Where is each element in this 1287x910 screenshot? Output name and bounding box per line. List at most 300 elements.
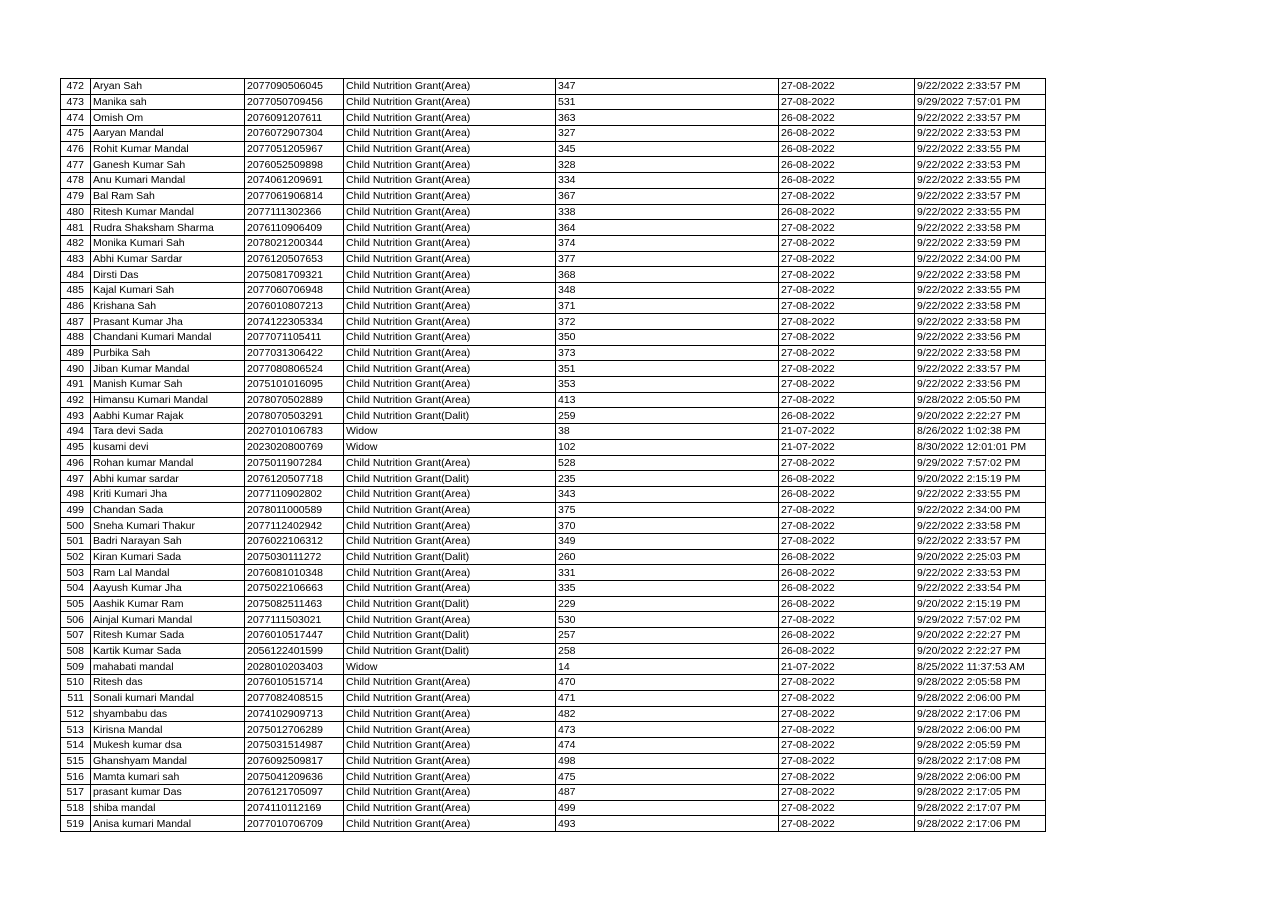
timestamp-cell: 9/22/2022 2:33:53 PM [915,126,1046,142]
timestamp-cell: 9/20/2022 2:22:27 PM [915,408,1046,424]
timestamp-cell: 9/28/2022 2:06:00 PM [915,690,1046,706]
date-cell: 21-07-2022 [779,659,915,675]
table-row [61,784,1046,800]
amount-cell: 471 [556,690,779,706]
id-number-cell: 2076010515714 [245,675,344,691]
beneficiary-name-cell: Ritesh Kumar Mandal [91,204,245,220]
table-row [61,282,1046,298]
beneficiary-name-cell: Aashik Kumar Ram [91,596,245,612]
serial-number-cell: 473 [61,94,91,110]
amount-cell: 38 [556,424,779,440]
table-row [61,722,1046,738]
amount-cell: 331 [556,565,779,581]
timestamp-cell: 9/20/2022 2:25:03 PM [915,549,1046,565]
beneficiary-name-cell: Kartik Kumar Sada [91,643,245,659]
date-cell: 26-08-2022 [779,643,915,659]
amount-cell: 530 [556,612,779,628]
grant-type-cell: Child Nutrition Grant(Area) [344,581,556,597]
beneficiary-name-cell: kusami devi [91,439,245,455]
table-row [61,392,1046,408]
date-cell: 27-08-2022 [779,737,915,753]
beneficiary-name-cell: shyambabu das [91,706,245,722]
grant-type-cell: Child Nutrition Grant(Dalit) [344,471,556,487]
serial-number-cell: 476 [61,141,91,157]
id-number-cell: 2077050709456 [245,94,344,110]
beneficiary-name-cell: prasant kumar Das [91,784,245,800]
amount-cell: 347 [556,79,779,95]
serial-number-cell: 481 [61,220,91,236]
id-number-cell: 2075030111272 [245,549,344,565]
serial-number-cell: 507 [61,628,91,644]
table-row [61,424,1046,440]
amount-cell: 350 [556,330,779,346]
id-number-cell: 2075101016095 [245,377,344,393]
serial-number-cell: 518 [61,800,91,816]
date-cell: 26-08-2022 [779,408,915,424]
timestamp-cell: 9/22/2022 2:33:55 PM [915,486,1046,502]
date-cell: 27-08-2022 [779,502,915,518]
id-number-cell: 2075012706289 [245,722,344,738]
timestamp-cell: 9/22/2022 2:33:58 PM [915,314,1046,330]
beneficiary-name-cell: shiba mandal [91,800,245,816]
amount-cell: 258 [556,643,779,659]
serial-number-cell: 484 [61,267,91,283]
serial-number-cell: 512 [61,706,91,722]
grant-type-cell: Child Nutrition Grant(Area) [344,314,556,330]
id-number-cell: 2077060706948 [245,282,344,298]
grant-type-cell: Child Nutrition Grant(Dalit) [344,643,556,659]
grant-type-cell: Child Nutrition Grant(Area) [344,706,556,722]
date-cell: 27-08-2022 [779,79,915,95]
grant-type-cell: Child Nutrition Grant(Area) [344,753,556,769]
grant-type-cell: Child Nutrition Grant(Area) [344,486,556,502]
serial-number-cell: 474 [61,110,91,126]
beneficiary-name-cell: Manish Kumar Sah [91,377,245,393]
table-row [61,267,1046,283]
table-body [61,79,1046,832]
date-cell: 21-07-2022 [779,424,915,440]
id-number-cell: 2075082511463 [245,596,344,612]
amount-cell: 482 [556,706,779,722]
beneficiary-name-cell: Monika Kumari Sah [91,235,245,251]
serial-number-cell: 472 [61,79,91,95]
serial-number-cell: 504 [61,581,91,597]
grant-type-cell: Child Nutrition Grant(Dalit) [344,596,556,612]
id-number-cell: 2077082408515 [245,690,344,706]
table-row [61,581,1046,597]
beneficiary-name-cell: Mukesh kumar dsa [91,737,245,753]
timestamp-cell: 9/20/2022 2:15:19 PM [915,471,1046,487]
date-cell: 27-08-2022 [779,455,915,471]
date-cell: 27-08-2022 [779,251,915,267]
amount-cell: 373 [556,345,779,361]
serial-number-cell: 500 [61,518,91,534]
grant-type-cell: Child Nutrition Grant(Area) [344,565,556,581]
table-row [61,345,1046,361]
data-table [60,78,1046,832]
timestamp-cell: 9/22/2022 2:33:57 PM [915,188,1046,204]
serial-number-cell: 485 [61,282,91,298]
timestamp-cell: 9/28/2022 2:17:06 PM [915,706,1046,722]
amount-cell: 375 [556,502,779,518]
id-number-cell: 2076091207611 [245,110,344,126]
timestamp-cell: 9/22/2022 2:33:55 PM [915,204,1046,220]
grant-type-cell: Child Nutrition Grant(Dalit) [344,549,556,565]
grant-type-cell: Child Nutrition Grant(Area) [344,455,556,471]
beneficiary-name-cell: Rohan kumar Mandal [91,455,245,471]
table-row [61,737,1046,753]
table-row [61,471,1046,487]
grant-type-cell: Widow [344,439,556,455]
timestamp-cell: 9/22/2022 2:33:55 PM [915,282,1046,298]
table-row [61,502,1046,518]
table-row [61,330,1046,346]
serial-number-cell: 511 [61,690,91,706]
date-cell: 27-08-2022 [779,784,915,800]
date-cell: 27-08-2022 [779,706,915,722]
amount-cell: 364 [556,220,779,236]
id-number-cell: 2076010807213 [245,298,344,314]
grant-type-cell: Child Nutrition Grant(Area) [344,675,556,691]
table-row [61,659,1046,675]
beneficiary-name-cell: Aayush Kumar Jha [91,581,245,597]
id-number-cell: 2028010203403 [245,659,344,675]
timestamp-cell: 9/20/2022 2:22:27 PM [915,628,1046,644]
timestamp-cell: 9/28/2022 2:17:06 PM [915,816,1046,832]
table-row [61,377,1046,393]
timestamp-cell: 9/22/2022 2:33:58 PM [915,518,1046,534]
table-row [61,173,1046,189]
date-cell: 27-08-2022 [779,314,915,330]
grant-type-cell: Child Nutrition Grant(Dalit) [344,628,556,644]
date-cell: 27-08-2022 [779,533,915,549]
grant-type-cell: Child Nutrition Grant(Area) [344,157,556,173]
date-cell: 27-08-2022 [779,769,915,785]
serial-number-cell: 498 [61,486,91,502]
id-number-cell: 2075081709321 [245,267,344,283]
table-row [61,94,1046,110]
id-number-cell: 2078021200344 [245,235,344,251]
beneficiary-name-cell: Aabhi Kumar Rajak [91,408,245,424]
table-row [61,455,1046,471]
amount-cell: 531 [556,94,779,110]
date-cell: 26-08-2022 [779,141,915,157]
id-number-cell: 2076121705097 [245,784,344,800]
id-number-cell: 2023020800769 [245,439,344,455]
amount-cell: 235 [556,471,779,487]
timestamp-cell: 9/28/2022 2:05:59 PM [915,737,1046,753]
serial-number-cell: 490 [61,361,91,377]
amount-cell: 470 [556,675,779,691]
timestamp-cell: 8/26/2022 1:02:38 PM [915,424,1046,440]
amount-cell: 413 [556,392,779,408]
serial-number-cell: 517 [61,784,91,800]
serial-number-cell: 494 [61,424,91,440]
amount-cell: 374 [556,235,779,251]
table-row [61,408,1046,424]
beneficiary-name-cell: Anisa kumari Mandal [91,816,245,832]
serial-number-cell: 475 [61,126,91,142]
serial-number-cell: 477 [61,157,91,173]
amount-cell: 528 [556,455,779,471]
date-cell: 27-08-2022 [779,518,915,534]
table-row [61,251,1046,267]
beneficiary-name-cell: Dirsti Das [91,267,245,283]
table-row [61,565,1046,581]
timestamp-cell: 9/22/2022 2:33:53 PM [915,157,1046,173]
timestamp-cell: 9/22/2022 2:33:57 PM [915,79,1046,95]
id-number-cell: 2074061209691 [245,173,344,189]
date-cell: 27-08-2022 [779,392,915,408]
id-number-cell: 2077010706709 [245,816,344,832]
grant-type-cell: Child Nutrition Grant(Area) [344,690,556,706]
grant-type-cell: Child Nutrition Grant(Area) [344,800,556,816]
id-number-cell: 2078011000589 [245,502,344,518]
id-number-cell: 2075011907284 [245,455,344,471]
serial-number-cell: 513 [61,722,91,738]
date-cell: 26-08-2022 [779,549,915,565]
beneficiary-name-cell: Chandan Sada [91,502,245,518]
id-number-cell: 2076092509817 [245,753,344,769]
serial-number-cell: 488 [61,330,91,346]
grant-type-cell: Child Nutrition Grant(Area) [344,298,556,314]
timestamp-cell: 9/29/2022 7:57:01 PM [915,94,1046,110]
amount-cell: 328 [556,157,779,173]
date-cell: 26-08-2022 [779,204,915,220]
table-row [61,518,1046,534]
date-cell: 27-08-2022 [779,235,915,251]
amount-cell: 499 [556,800,779,816]
beneficiary-name-cell: Krishana Sah [91,298,245,314]
table-row [61,361,1046,377]
grant-type-cell: Child Nutrition Grant(Area) [344,392,556,408]
date-cell: 27-08-2022 [779,753,915,769]
amount-cell: 345 [556,141,779,157]
table-row [61,643,1046,659]
amount-cell: 498 [556,753,779,769]
id-number-cell: 2077111302366 [245,204,344,220]
serial-number-cell: 516 [61,769,91,785]
timestamp-cell: 9/22/2022 2:33:57 PM [915,361,1046,377]
date-cell: 27-08-2022 [779,94,915,110]
serial-number-cell: 479 [61,188,91,204]
id-number-cell: 2074122305334 [245,314,344,330]
grant-type-cell: Child Nutrition Grant(Area) [344,345,556,361]
beneficiary-name-cell: Abhi Kumar Sardar [91,251,245,267]
id-number-cell: 2077112402942 [245,518,344,534]
serial-number-cell: 482 [61,235,91,251]
serial-number-cell: 499 [61,502,91,518]
beneficiary-name-cell: Kirisna Mandal [91,722,245,738]
date-cell: 27-08-2022 [779,330,915,346]
id-number-cell: 2076010517447 [245,628,344,644]
serial-number-cell: 480 [61,204,91,220]
date-cell: 26-08-2022 [779,173,915,189]
amount-cell: 474 [556,737,779,753]
grant-type-cell: Child Nutrition Grant(Area) [344,612,556,628]
id-number-cell: 2077071105411 [245,330,344,346]
amount-cell: 14 [556,659,779,675]
timestamp-cell: 9/22/2022 2:33:55 PM [915,141,1046,157]
serial-number-cell: 509 [61,659,91,675]
table-row [61,816,1046,832]
serial-number-cell: 487 [61,314,91,330]
beneficiary-name-cell: Rudra Shaksham Sharma [91,220,245,236]
table-row [61,110,1046,126]
id-number-cell: 2076120507718 [245,471,344,487]
amount-cell: 370 [556,518,779,534]
id-number-cell: 2078070503291 [245,408,344,424]
id-number-cell: 2076072907304 [245,126,344,142]
beneficiary-name-cell: Chandani Kumari Mandal [91,330,245,346]
timestamp-cell: 9/22/2022 2:33:57 PM [915,110,1046,126]
date-cell: 26-08-2022 [779,581,915,597]
id-number-cell: 2075041209636 [245,769,344,785]
grant-type-cell: Child Nutrition Grant(Area) [344,769,556,785]
id-number-cell: 2077051205967 [245,141,344,157]
serial-number-cell: 503 [61,565,91,581]
serial-number-cell: 478 [61,173,91,189]
grant-type-cell: Child Nutrition Grant(Area) [344,330,556,346]
table-row [61,220,1046,236]
beneficiary-name-cell: mahabati mandal [91,659,245,675]
grant-type-cell: Child Nutrition Grant(Area) [344,502,556,518]
timestamp-cell: 9/22/2022 2:33:59 PM [915,235,1046,251]
grant-type-cell: Child Nutrition Grant(Area) [344,188,556,204]
beneficiary-name-cell: Manika sah [91,94,245,110]
timestamp-cell: 9/22/2022 2:33:56 PM [915,330,1046,346]
date-cell: 26-08-2022 [779,110,915,126]
table-row [61,533,1046,549]
grant-type-cell: Child Nutrition Grant(Area) [344,220,556,236]
timestamp-cell: 9/28/2022 2:17:05 PM [915,784,1046,800]
date-cell: 27-08-2022 [779,816,915,832]
serial-number-cell: 492 [61,392,91,408]
amount-cell: 473 [556,722,779,738]
grant-type-cell: Widow [344,659,556,675]
id-number-cell: 2074102909713 [245,706,344,722]
timestamp-cell: 9/28/2022 2:05:58 PM [915,675,1046,691]
grant-type-cell: Child Nutrition Grant(Area) [344,377,556,393]
grant-type-cell: Child Nutrition Grant(Area) [344,79,556,95]
date-cell: 26-08-2022 [779,471,915,487]
amount-cell: 348 [556,282,779,298]
id-number-cell: 2075022106663 [245,581,344,597]
amount-cell: 335 [556,581,779,597]
timestamp-cell: 9/28/2022 2:06:00 PM [915,769,1046,785]
table-row [61,706,1046,722]
date-cell: 27-08-2022 [779,675,915,691]
serial-number-cell: 506 [61,612,91,628]
beneficiary-name-cell: Kajal Kumari Sah [91,282,245,298]
amount-cell: 102 [556,439,779,455]
timestamp-cell: 9/22/2022 2:33:58 PM [915,345,1046,361]
date-cell: 27-08-2022 [779,298,915,314]
serial-number-cell: 519 [61,816,91,832]
amount-cell: 487 [556,784,779,800]
beneficiary-name-cell: Ainjal Kumari Mandal [91,612,245,628]
serial-number-cell: 495 [61,439,91,455]
id-number-cell: 2076110906409 [245,220,344,236]
amount-cell: 363 [556,110,779,126]
serial-number-cell: 483 [61,251,91,267]
amount-cell: 334 [556,173,779,189]
grant-type-cell: Child Nutrition Grant(Area) [344,282,556,298]
date-cell: 27-08-2022 [779,690,915,706]
table-row [61,612,1046,628]
serial-number-cell: 496 [61,455,91,471]
grant-type-cell: Child Nutrition Grant(Area) [344,267,556,283]
table-row [61,753,1046,769]
beneficiary-name-cell: Ram Lal Mandal [91,565,245,581]
serial-number-cell: 493 [61,408,91,424]
beneficiary-name-cell: Kiran Kumari Sada [91,549,245,565]
serial-number-cell: 505 [61,596,91,612]
amount-cell: 260 [556,549,779,565]
grant-type-cell: Child Nutrition Grant(Area) [344,110,556,126]
amount-cell: 343 [556,486,779,502]
date-cell: 27-08-2022 [779,377,915,393]
amount-cell: 338 [556,204,779,220]
grant-type-cell: Child Nutrition Grant(Area) [344,533,556,549]
beneficiary-name-cell: Ghanshyam Mandal [91,753,245,769]
timestamp-cell: 9/22/2022 2:33:54 PM [915,581,1046,597]
timestamp-cell: 9/28/2022 2:05:50 PM [915,392,1046,408]
beneficiary-name-cell: Ritesh Kumar Sada [91,628,245,644]
date-cell: 27-08-2022 [779,722,915,738]
date-cell: 26-08-2022 [779,126,915,142]
beneficiary-name-cell: Jiban Kumar Mandal [91,361,245,377]
timestamp-cell: 9/22/2022 2:33:58 PM [915,267,1046,283]
serial-number-cell: 497 [61,471,91,487]
timestamp-cell: 9/22/2022 2:33:57 PM [915,533,1046,549]
amount-cell: 475 [556,769,779,785]
date-cell: 26-08-2022 [779,596,915,612]
grant-type-cell: Child Nutrition Grant(Area) [344,173,556,189]
grant-type-cell: Child Nutrition Grant(Area) [344,816,556,832]
grant-type-cell: Child Nutrition Grant(Area) [344,784,556,800]
beneficiary-name-cell: Kriti Kumari Jha [91,486,245,502]
date-cell: 27-08-2022 [779,220,915,236]
beneficiary-name-cell: Badri Narayan Sah [91,533,245,549]
timestamp-cell: 9/28/2022 2:17:08 PM [915,753,1046,769]
serial-number-cell: 514 [61,737,91,753]
id-number-cell: 2076081010348 [245,565,344,581]
grant-type-cell: Child Nutrition Grant(Area) [344,94,556,110]
beneficiary-name-cell: Aryan Sah [91,79,245,95]
grant-type-cell: Child Nutrition Grant(Area) [344,141,556,157]
table-row [61,596,1046,612]
beneficiary-name-cell: Prasant Kumar Jha [91,314,245,330]
timestamp-cell: 9/29/2022 7:57:02 PM [915,455,1046,471]
grant-type-cell: Child Nutrition Grant(Area) [344,737,556,753]
beneficiary-name-cell: Mamta kumari sah [91,769,245,785]
id-number-cell: 2077110902802 [245,486,344,502]
beneficiary-name-cell: Himansu Kumari Mandal [91,392,245,408]
serial-number-cell: 515 [61,753,91,769]
beneficiary-name-cell: Anu Kumari Mandal [91,173,245,189]
timestamp-cell: 8/25/2022 11:37:53 AM [915,659,1046,675]
date-cell: 27-08-2022 [779,612,915,628]
table-row [61,157,1046,173]
date-cell: 27-08-2022 [779,800,915,816]
amount-cell: 349 [556,533,779,549]
timestamp-cell: 9/20/2022 2:22:27 PM [915,643,1046,659]
table-row [61,314,1046,330]
table-row [61,141,1046,157]
id-number-cell: 2077111503021 [245,612,344,628]
grant-type-cell: Child Nutrition Grant(Area) [344,204,556,220]
